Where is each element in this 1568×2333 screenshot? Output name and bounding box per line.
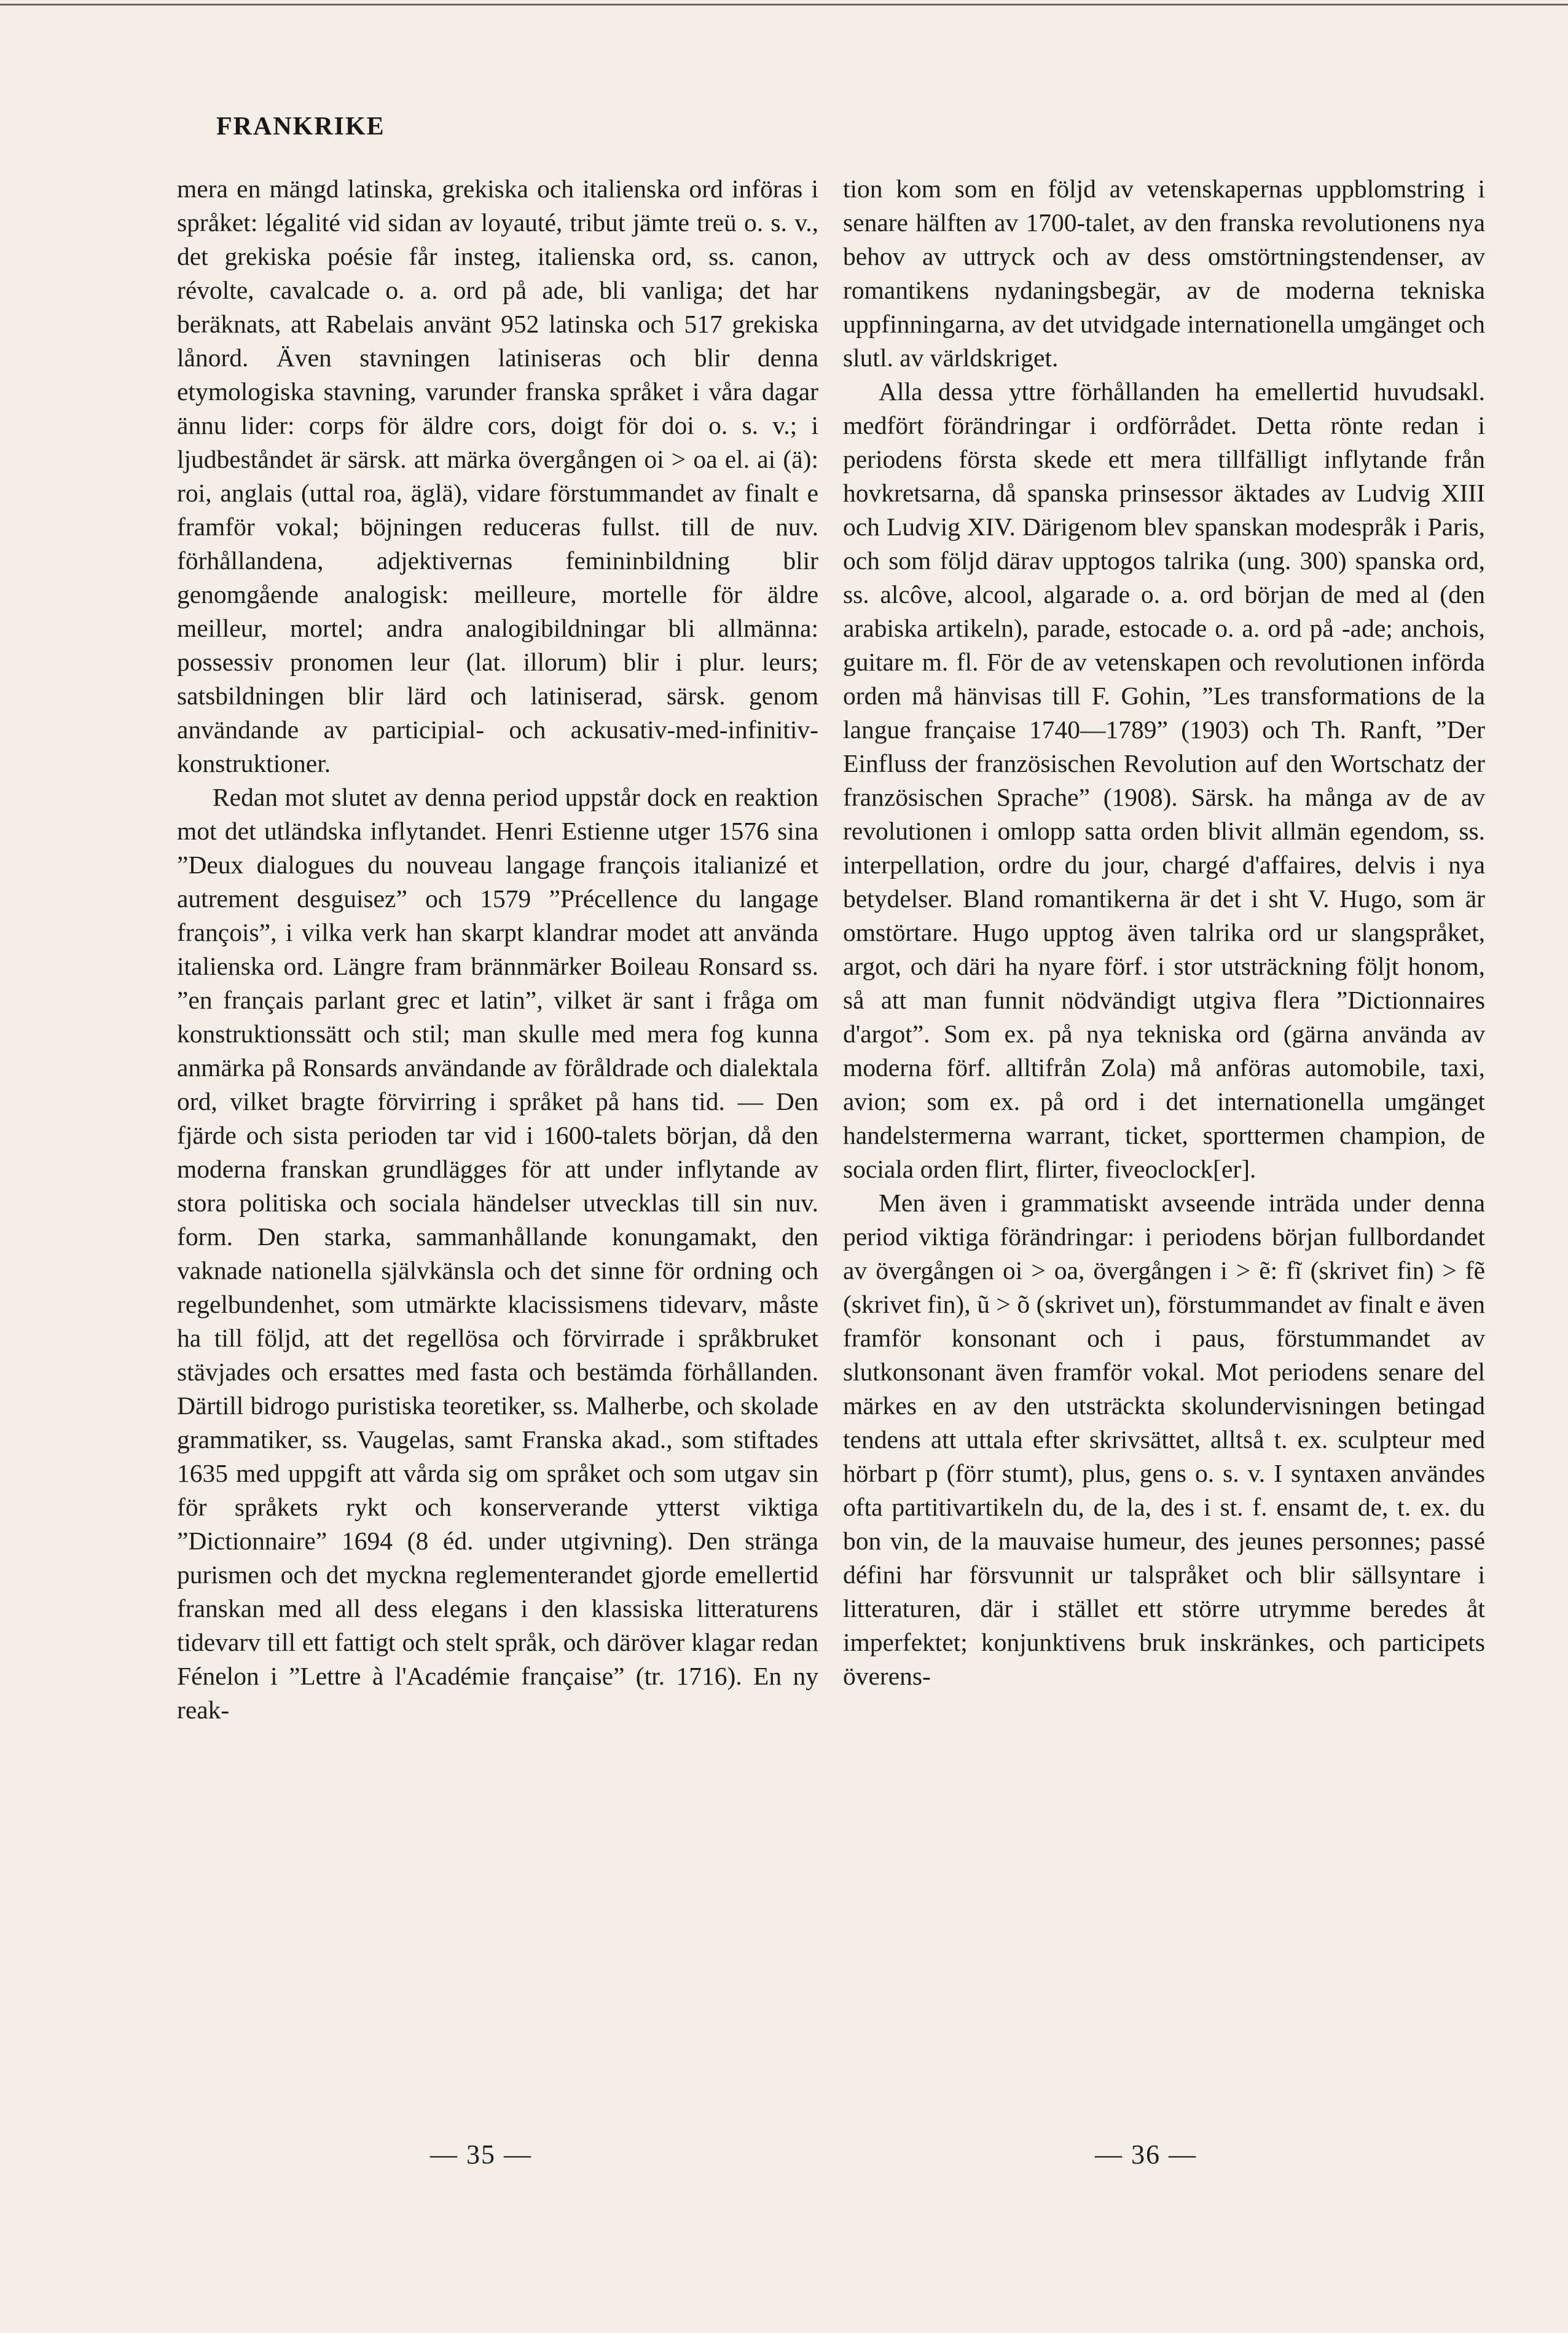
running-header: FRANKRIKE <box>216 112 385 141</box>
page-number-left: — 35 — <box>430 2139 532 2170</box>
paragraph: mera en mängd latinska, grekiska och italienska ord införas i språket: légalité vid sidan av loyauté, tribut jämte treü o. s. v., det grekiska poésie får insteg, italienska ord, ss. canon, révolte, cavalcade o. a. ord på ade, bli vanliga; det har beräknats, att Rabelais använt 952 latinska och 517 grekiska lånord. Även stavningen latiniseras och blir denna etymologiska stavning, varunder franska språket i våra dagar ännu lider: corps för äldre cors, doigt för doi o. s. v.; i ljudbeståndet är särsk. att märka övergången oi > oa el. ai (ä): roi, anglais (uttal roa, äglä), vidare förstummandet av finalt e framför vokal; böjningen reduceras fullst. till de nuv. förhållandena, adjektivernas femininbildning blir genomgående analogisk: meilleure, mortelle för äldre meilleur, mortel; andra analogibildningar bli allmänna: possessiv pronomen leur (lat. illorum) blir i plur. leurs; satsbildningen blir lärd och latiniserad, särsk. genom användande av participial- och ackusativ-med-infinitiv-konstruktioner. <box>177 175 818 777</box>
paragraph: Alla dessa yttre förhållanden ha emellertid huvudsakl. medfört förändringar i ordförrådet. Detta rönte redan i periodens första skede ett mera tillfälligt inflytande från hovkretsarna, då spanska prinsessor äktades av Ludvig XIII och Ludvig XIV. Därigenom blev spanskan modespråk i Paris, och som följd därav upptogos talrika (ung. 300) spanska ord, ss. alcôve, alcool, algarade o. a. ord början de med al (den arabiska artikeln), parade, estocade o. a. ord på -ade; anchois, guitare m. fl. För de av vetenskapen och revolutionen införda orden må hänvisas till F. Gohin, ”Les transformations de la langue française 1740—1789” (1903) och Th. Ranft, ”Der Einfluss der französischen Revolution auf den Wortschatz der französischen Sprache” (1908). Särsk. ha många av de av revolutionen i omlopp satta orden blivit allmän egendom, ss. interpellation, ordre du jour, chargé d'affaires, delvis i nya betydelser. Bland romantikerna är det i sht V. Hugo, som är omstörtare. Hugo upptog även talrika ord ur slangspråket, argot, och däri ha nyare förf. i stor utsträckning följt honom, så att man funnit nödvändigt utgiva flera ”Dictionnaires d'argot”. Som ex. på nya tekniska ord (gärna använda av moderna förf. alltifrån Zola) må anföras automobile, taxi, avion; som ex. på ord i det internationella umgänget handelstermerna warrant, ticket, sporttermen champion, de sociala orden flirt, flirter, fiveoclock[er]. <box>843 377 1485 1183</box>
paragraph: tion kom som en följd av vetenskapernas uppblomstring i senare hälften av 1700-talet, av den franska revolutionens nya behov av uttryck och av dess omstörtningstendenser, av romantikens nydaningsbegär, av de moderna tekniska uppfinningarna, av det utvidgade internationella umgänget och slutl. av världskriget. <box>843 175 1485 372</box>
left-column <box>177 172 818 1727</box>
top-rule <box>0 4 1568 6</box>
page-number-right: — 36 — <box>1095 2139 1197 2170</box>
paragraph: Redan mot slutet av denna period uppstår dock en reaktion mot det utländska inflytandet. Henri Estienne utger 1576 sina ”Deux dialogues du nouveau langage françois italianizé et autrement desguisez” och 1579 ”Précellence du langage françois”, i vilka verk han skarpt klandrar modet att använda italienska ord. Längre fram brännmärker Boileau Ronsard ss. ”en français parlant grec et latin”, vilket är sant i fråga om konstruktionssätt och stil; man skulle med mera fog kunna anmärka på Ronsards användande av föråldrade och dialektala ord, vilket bragte förvirring i språket på hans tid. — Den fjärde och sista perioden tar vid i 1600-talets början, då den moderna franskan grundlägges för att under inflytande av stora politiska och sociala händelser utvecklas till sin nuv. form. Den starka, sammanhållande konungamakt, den vaknade nationella självkänsla och det sinne för ordning och regelbundenhet, som utmärkte klacissismens tidevarv, måste ha till följd, att det regellösa och förvirrade i språkbruket stävjades och ersattes med fasta och bestämda förhållanden. Därtill bidrogo puristiska teoretiker, ss. Malherbe, och skolade grammatiker, ss. Vaugelas, samt Franska akad., som stiftades 1635 med uppgift att vårda sig om språket och som utgav sin för språkets rykt och konserverande ytterst viktiga ”Dictionnaire” 1694 (8 éd. under utgivning). Den stränga purismen och det myckna reglementerandet gjorde emellertid franskan med all dess elegans i den klassiska litteraturens tidevarv till ett fattigt och stelt språk, och däröver klagar redan Fénelon i ”Lettre à l'Académie française” (tr. 1716). En ny reak- <box>177 783 818 1724</box>
right-column <box>843 172 1485 1693</box>
paragraph: Men även i grammatiskt avseende inträda under denna period viktiga förändringar: i periodens början fullbordandet av övergången oi > oa, övergången i > ẽ: fĩ (skrivet fin) > fẽ (skrivet fin), ũ > õ (skrivet un), förstummandet av finalt e även framför konsonant och i paus, förstummandet av slutkonsonant även framför vokal. Mot periodens senare del märkes en av den utsträckta skolundervisningen betingad tendens att uttala efter skrivsättet, alltså t. ex. sculpteur med hörbart p (förr stumt), plus, gens o. s. v. I syntaxen användes ofta partitivartikeln du, de la, des i st. f. ensamt de, t. ex. du bon vin, de la mauvaise humeur, des jeunes personnes; passé défini har försvunnit ur talspråket och blir sällsyntare i litteraturen, där i stället ett större utrymme beredes åt imperfektet; konjunktivens bruk inskränkes, och participets överens- <box>843 1189 1485 1690</box>
